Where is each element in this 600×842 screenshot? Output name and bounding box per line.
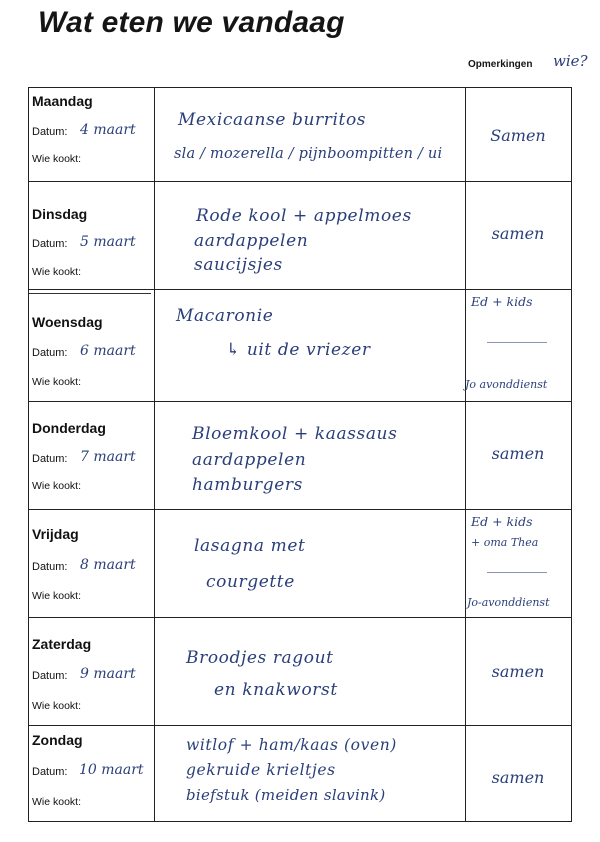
day-name: Dinsdag xyxy=(32,206,88,222)
day-row-zondag xyxy=(29,726,571,821)
remarks-cell xyxy=(465,182,571,289)
date-label: Datum: xyxy=(32,670,68,682)
meal-line: aardappelen xyxy=(194,231,309,251)
meal-line: lasagna met xyxy=(194,536,306,556)
meal-cell xyxy=(154,510,466,617)
meal-cell xyxy=(154,726,466,821)
date-label: Datum: xyxy=(32,453,68,465)
meal-line: en knakworst xyxy=(214,680,338,700)
who-value: samen xyxy=(491,768,545,787)
who-cooks-label: Wie kookt: xyxy=(32,153,82,165)
who-value: samen xyxy=(491,444,545,463)
meal-cell xyxy=(154,182,466,289)
meal-cell xyxy=(154,88,466,181)
day-cell xyxy=(29,726,155,821)
meal-line: witlof + ham/kaas (oven) xyxy=(186,736,397,754)
remarks-cell xyxy=(465,618,571,725)
remarks-cell xyxy=(465,726,571,821)
who-handwritten-note: wie? xyxy=(553,52,588,70)
date-label: Datum: xyxy=(32,347,68,359)
date-label: Datum: xyxy=(32,766,68,778)
meal-planner-table xyxy=(28,87,572,822)
day-row-vrijdag xyxy=(29,510,571,618)
date-value: 9 maart xyxy=(80,666,136,682)
day-cell xyxy=(29,88,155,181)
day-cell xyxy=(29,402,155,509)
day-row-zaterdag xyxy=(29,618,571,726)
day-cell xyxy=(29,510,155,617)
day-name: Maandag xyxy=(32,93,93,109)
remarks-cell xyxy=(465,402,571,509)
date-value: 5 maart xyxy=(80,234,136,250)
day-name: Woensdag xyxy=(32,314,103,330)
who-cooks-label: Wie kookt: xyxy=(32,700,82,712)
meal-line: Bloemkool + kaassaus xyxy=(192,424,398,444)
date-value: 4 maart xyxy=(80,122,136,138)
who-value: samen xyxy=(491,662,545,681)
who-cooks-label: Wie kookt: xyxy=(32,796,82,808)
date-value: 7 maart xyxy=(80,449,136,465)
meal-line: biefstuk (meiden slavink) xyxy=(186,786,386,804)
day-row-dinsdag xyxy=(29,182,571,290)
day-row-woensdag xyxy=(29,290,571,402)
day-cell xyxy=(29,290,155,401)
meal-line: Broodjes ragout xyxy=(186,648,334,668)
who-value: samen xyxy=(491,224,545,243)
meal-line: saucijsjes xyxy=(194,255,283,275)
meal-line: hamburgers xyxy=(192,475,303,495)
remarks-cell xyxy=(465,290,571,401)
divider-line xyxy=(487,572,547,573)
meal-cell xyxy=(154,402,466,509)
meal-line: courgette xyxy=(206,572,295,592)
who-value: Samen xyxy=(490,126,546,145)
divider-line xyxy=(29,293,151,294)
day-name: Donderdag xyxy=(32,420,106,436)
day-cell xyxy=(29,618,155,725)
day-name: Zaterdag xyxy=(32,636,92,652)
day-row-maandag xyxy=(29,88,571,182)
date-value: 10 maart xyxy=(79,762,144,778)
who-value: Jo avonddienst xyxy=(465,378,548,391)
who-cooks-label: Wie kookt: xyxy=(32,266,82,278)
date-label: Datum: xyxy=(32,561,68,573)
meal-line: ↳ uit de vriezer xyxy=(226,340,371,360)
who-value: Ed + kids xyxy=(471,514,533,529)
meal-line: gekruide krieltjes xyxy=(186,761,336,779)
meal-line: Mexicaanse burritos xyxy=(178,110,367,130)
page-title: Wat eten we vandaag xyxy=(38,6,345,39)
meal-line: Macaronie xyxy=(176,306,274,326)
date-label: Datum: xyxy=(32,126,68,138)
divider-line xyxy=(487,342,547,343)
who-value: Ed + kids xyxy=(471,294,533,309)
remarks-cell xyxy=(465,88,571,181)
meal-line: aardappelen xyxy=(192,450,307,470)
who-cooks-label: Wie kookt: xyxy=(32,590,82,602)
day-name: Zondag xyxy=(32,732,83,748)
who-cooks-label: Wie kookt: xyxy=(32,376,82,388)
remarks-cell xyxy=(465,510,571,617)
day-name: Vrijdag xyxy=(32,526,79,542)
who-cooks-label: Wie kookt: xyxy=(32,480,82,492)
meal-cell xyxy=(154,290,466,401)
day-cell xyxy=(29,182,155,289)
date-value: 8 maart xyxy=(80,557,136,573)
meal-line: sla / mozerella / pijnboompitten / ui xyxy=(174,146,443,162)
date-label: Datum: xyxy=(32,238,68,250)
day-row-donderdag xyxy=(29,402,571,510)
who-value: + oma Thea xyxy=(471,536,539,549)
who-value: Jo-avonddienst xyxy=(467,596,550,609)
date-value: 6 maart xyxy=(80,343,136,359)
meal-line: Rode kool + appelmoes xyxy=(196,206,412,226)
remarks-column-label: Opmerkingen xyxy=(468,59,533,70)
meal-cell xyxy=(154,618,466,725)
